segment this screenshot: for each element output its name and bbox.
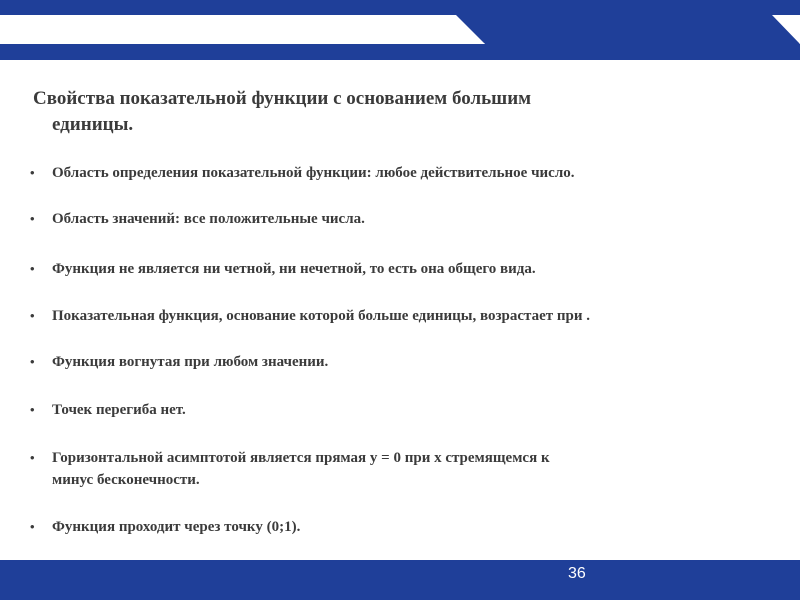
bullet-icon: • [30,261,35,276]
bullet-text: Область определения показательной функции: любое действительное число. [52,165,575,181]
bullet-text: Точек перегиба нет. [52,402,186,418]
bullet-item [24,258,764,280]
bullet-icon: • [30,165,35,180]
bullet-item [24,447,764,491]
bullet-text-continued: минус бесконечности. [52,472,200,488]
bullet-text: Область значений: все положительные числа. [52,211,365,227]
bullet-text: Горизонтальной асимптотой является прямая y = 0 при x стремящемся к [52,450,550,466]
bullet-item [24,208,764,230]
header-stripe-right [760,15,800,44]
slide-title-line2: единицы. [52,114,134,135]
bullet-icon: • [30,519,35,534]
page-number: 36 [568,565,586,582]
top-header-band [0,0,800,60]
bullet-icon: • [30,211,35,226]
bullet-item [24,305,764,327]
bullet-item [24,516,764,538]
bullet-icon: • [30,402,35,417]
bullet-text: Показательная функция, основание которой больше единицы, возрастает при . [52,308,591,324]
bullet-icon: • [30,354,35,369]
bottom-footer-band [0,560,800,600]
bullet-item [24,351,764,373]
slide-title-line1: Свойства показательной функции с основанием большим [33,88,532,109]
bullet-item [24,162,764,184]
bullet-icon: • [30,450,35,465]
bullet-item [24,399,764,421]
header-stripe-left [0,15,485,44]
bullet-icon: • [30,308,35,323]
bullet-text: Функция проходит через точку (0;1). [52,519,301,535]
slide-title [33,86,733,138]
bullet-text: Функция не является ни четной, ни нечетной, то есть она общего вида. [52,261,536,277]
bullet-text: Функция вогнутая при любом значении. [52,354,329,370]
